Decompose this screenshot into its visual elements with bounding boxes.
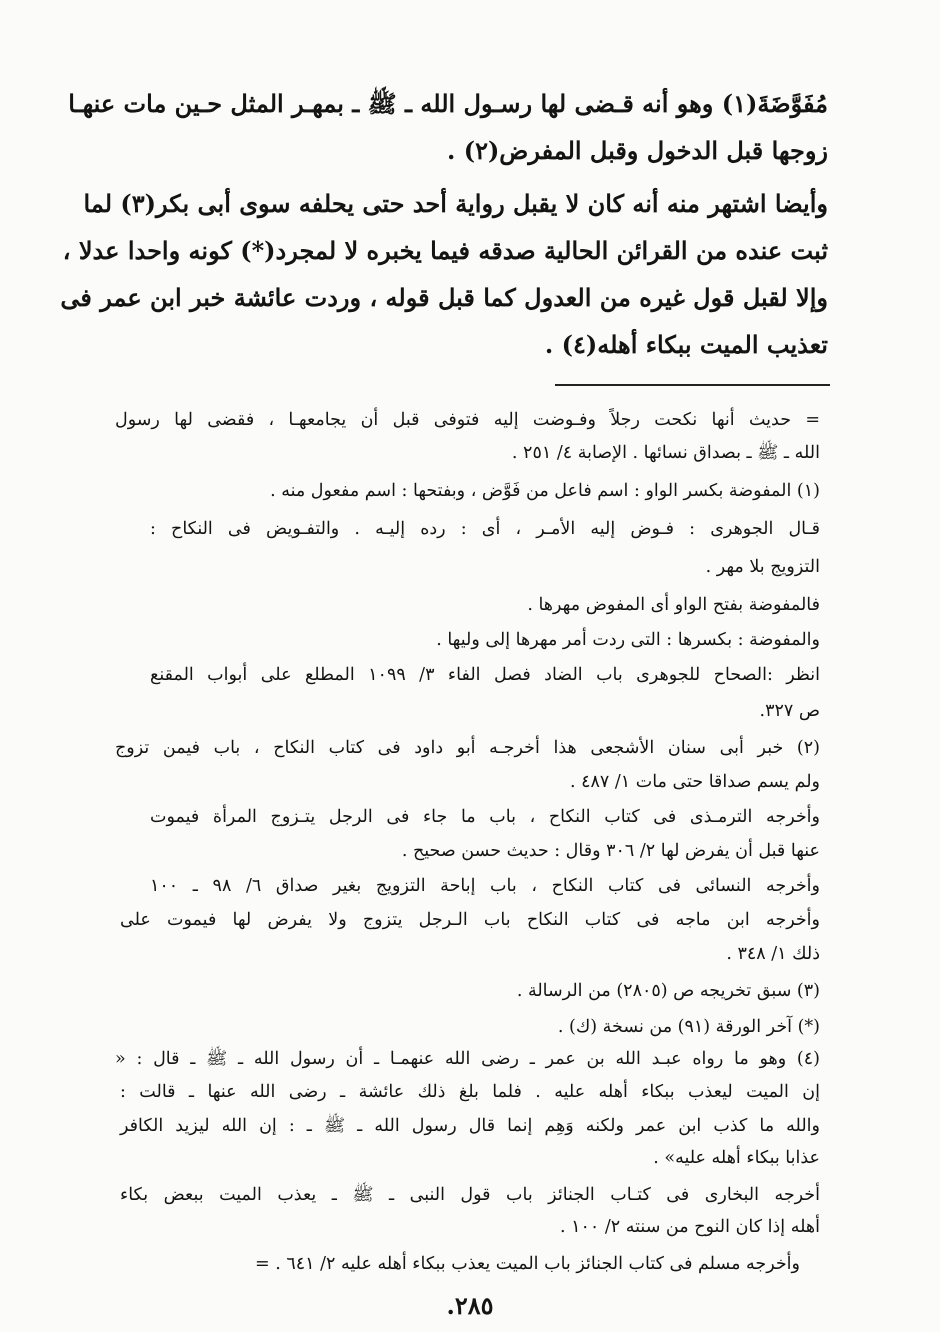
footnote-line: ذلك ١/ ٣٤٨ . bbox=[726, 944, 820, 964]
footnote-line: (٤) وهو ما رواه عبـد الله بن عمر ـ رضى الله عنهمـا ـ أن رسول الله ـ ﷺ ـ قال : « bbox=[115, 1049, 820, 1069]
footnote-line: أخرجه البخارى فى كتـاب الجنائز باب قول النبى ـ ﷺ ـ يعذب الميت ببعض بكاء bbox=[120, 1185, 820, 1205]
main-text-line: تعذيب الميت ببكاء أهله(٤) . bbox=[544, 330, 828, 359]
main-text-line: وإلا لقبل قول غيره من العدول كما قبل قوله ، وردت عائشة خبر ابن عمر فى bbox=[60, 283, 828, 312]
footnote-line: التزويج بلا مهر . bbox=[705, 557, 820, 577]
footnote-line: أهله إذا كان النوح من سنته ٢/ ١٠٠ . bbox=[559, 1217, 820, 1237]
main-text-line: وأيضا اشتهر منه أنه كان لا يقبل رواية أحد حتى يحلفه سوى أبى بكر(٣) لما bbox=[83, 189, 828, 218]
footnote-line: وأخرجه النسائى فى كتاب النكاح ، باب إباحة التزويج بغير صداق ٦/ ٩٨ ـ ١٠٠ bbox=[150, 876, 820, 896]
footnote-line: (*) آخر الورقة (٩١) من نسخة (ك) . bbox=[557, 1017, 820, 1037]
footnote-divider bbox=[555, 384, 830, 386]
main-text-line: زوجها قبل الدخول وقبل المفرض(٢) . bbox=[446, 136, 828, 165]
footnote-line: عذابا ببكاء أهله عليه» . bbox=[653, 1148, 820, 1168]
footnote-line: والمفوضة : بكسرها : التى ردت أمر مهرها إلى وليها . bbox=[436, 630, 820, 650]
footnote-line: (٢) خبر أبى سنان الأشجعى هذا أخرجـه أبو داود فى كتاب النكاح ، باب فيمن تزوج bbox=[115, 738, 820, 758]
page-number: ٢٨٥. bbox=[446, 1291, 494, 1320]
footnote-line: (٣) سبق تخريجه ص (٢٨٠٥) من الرسالة . bbox=[516, 981, 820, 1001]
main-text-line: ثبت عنده من القرائن الحالية صدقه فيما يخبره لا لمجرد(*) كونه واحدا عدلا ، bbox=[62, 236, 828, 265]
footnote-line: ولم يسم صداقا حتى مات ١/ ٤٨٧ . bbox=[569, 772, 820, 792]
footnote-line: والله ما كذب ابن عمر ولكنه وَهِم إنما قال رسول الله ـ ﷺ ـ : إن الله ليزيد الكافر bbox=[120, 1116, 820, 1136]
footnote-line: فالمفوضة بفتح الواو أى المفوض مهرها . bbox=[527, 595, 820, 615]
footnote-line: = حديث أنها نكحت رجلاً وفـوضت إليه فتوفى قبل أن يجامعهـا ، فقضى لها رسول bbox=[115, 410, 820, 430]
footnote-line: انظر :الصحاح للجوهرى باب الضاد فصل الفاء ٣/ ١٠٩٩ المطلع على أبواب المقنع bbox=[150, 665, 820, 685]
footnote-line: ص ٣٢٧. bbox=[759, 701, 820, 721]
footnote-line: عنها قبل أن يفرض لها ٢/ ٣٠٦ وقال : حديث حسن صحيح . bbox=[401, 841, 820, 861]
footnote-line: الله ـ ﷺ ـ بصداق نسائها . الإصابة ٤/ ٢٥١ . bbox=[511, 443, 820, 463]
main-text-line: مُفَوَّضَةَ(١) وهو أنه قـضى لها رسـول الله ـ ﷺ ـ بمهـر المثل حـين مات عنهـا bbox=[68, 89, 828, 118]
footnote-line: (١) المفوضة بكسر الواو : اسم فاعل من فَوَّض ، وبفتحها : اسم مفعول منه . bbox=[270, 481, 820, 501]
footnote-line: قـال الجوهرى : فـوض إليه الأمـر ، أى : رده إليـه . والتفـويض فى النكاح : bbox=[150, 519, 820, 539]
footnote-line: وأخرجه الترمـذى فى كتاب النكاح ، باب ما جاء فى الرجل يتـزوج المرأة فيموت bbox=[150, 807, 820, 827]
footnote-line: إن الميت ليعذب ببكاء أهله عليه . فلما بلغ ذلك عائشة ـ رضى الله عنها ـ قالت : bbox=[120, 1082, 820, 1102]
footnote-line: وأخرجه ابن ماجه فى كتاب النكاح باب الـرجل يتزوج ولا يفرض لها فيموت على bbox=[120, 910, 820, 930]
footnote-line: وأخرجه مسلم فى كتاب الجنائز باب الميت يعذب ببكاء أهله عليه ٢/ ٦٤١ . = bbox=[254, 1254, 800, 1274]
